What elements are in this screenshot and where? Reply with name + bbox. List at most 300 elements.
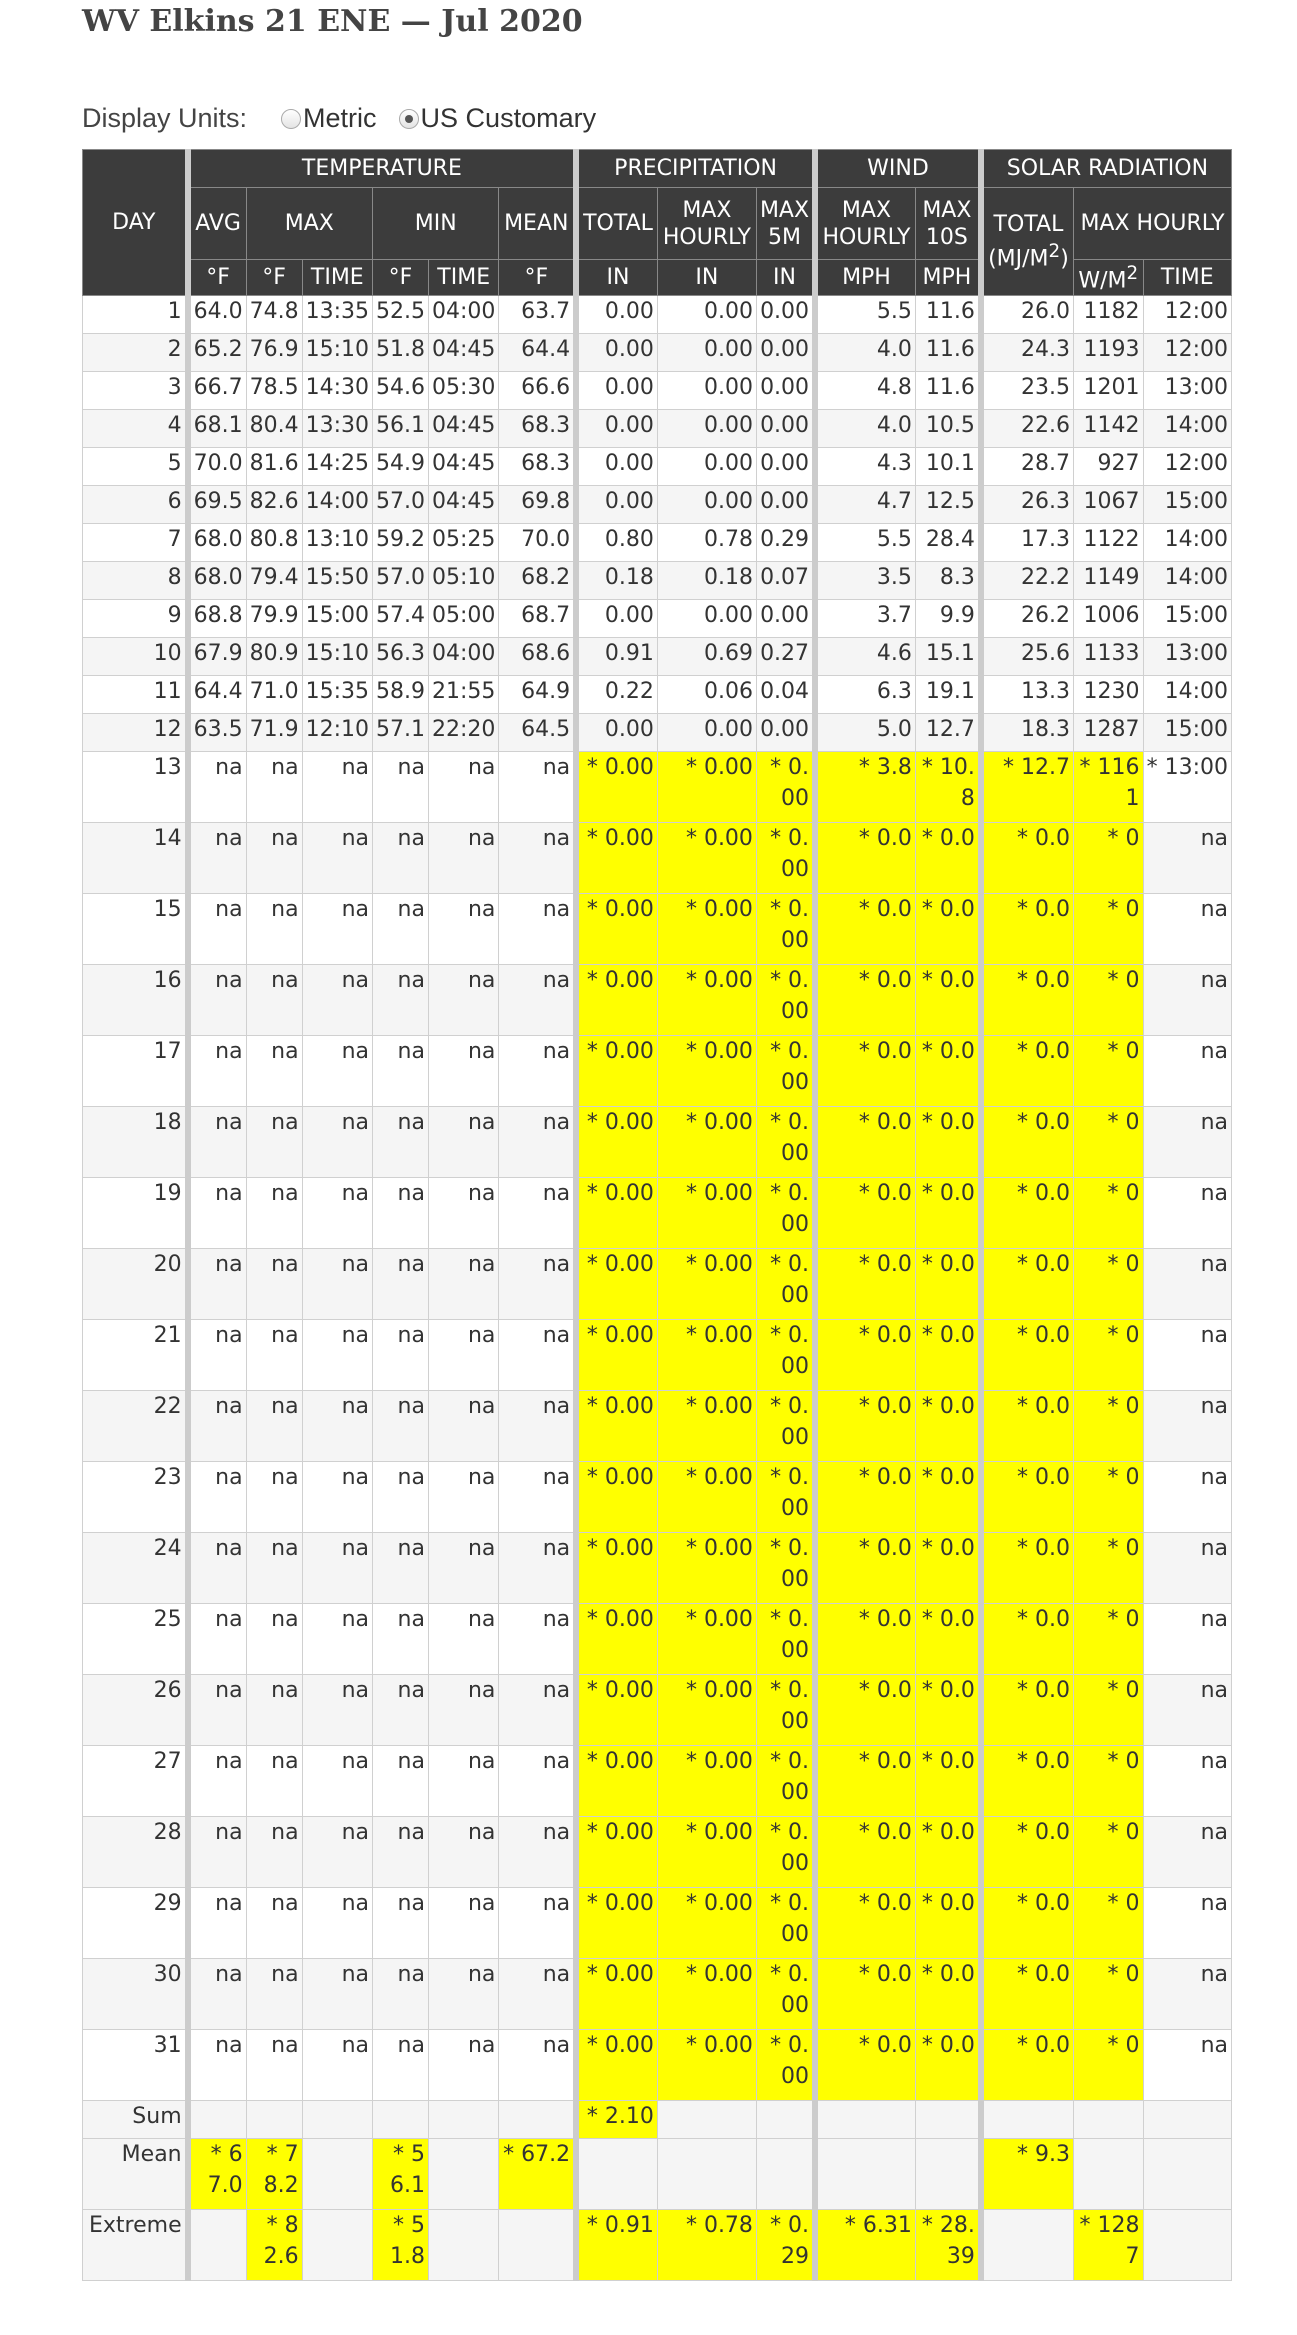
cell-precip-max-hourly: 0.00 xyxy=(657,448,756,486)
cell-wind-max-hourly: 5.5 xyxy=(815,296,915,334)
min-header: MIN xyxy=(373,188,499,260)
cell-wind-max-hourly: * 6.31 xyxy=(815,2210,915,2281)
cell-day: Mean xyxy=(83,2139,188,2210)
cell-avg: na xyxy=(188,1533,246,1604)
cell-solar-time: na xyxy=(1143,1107,1232,1178)
cell-mean xyxy=(499,2101,576,2139)
precipitation-group-header: PRECIPITATION xyxy=(576,150,815,188)
cell-precip-max-hourly: * 0.00 xyxy=(657,1320,756,1391)
cell-solar-time: na xyxy=(1143,1888,1232,1959)
cell-max: na xyxy=(246,1178,302,1249)
cell-precip-max-5m: * 0.00 xyxy=(756,2030,815,2101)
cell-precip-total: 0.00 xyxy=(576,600,657,638)
table-row xyxy=(83,562,1232,600)
cell-max: na xyxy=(246,894,302,965)
cell-wind-max-hourly: * 0.0 xyxy=(815,823,915,894)
table-row xyxy=(83,1888,1232,1959)
max-header: MAX xyxy=(246,188,372,260)
cell-solar-time: 14:00 xyxy=(1143,562,1232,600)
cell-solar-max-hourly: * 0 xyxy=(1074,1107,1143,1178)
cell-precip-max-hourly: 0.06 xyxy=(657,676,756,714)
cell-avg: na xyxy=(188,894,246,965)
cell-precip-max-hourly: 0.18 xyxy=(657,562,756,600)
cell-wind-max-10s: * 0.0 xyxy=(915,1817,980,1888)
cell-solar-time: na xyxy=(1143,823,1232,894)
cell-wind-max-hourly: * 0.0 xyxy=(815,1746,915,1817)
cell-solar-max-hourly: 1230 xyxy=(1074,676,1143,714)
cell-solar-time: na xyxy=(1143,1817,1232,1888)
cell-mean: na xyxy=(499,965,576,1036)
cell-avg: 64.0 xyxy=(188,296,246,334)
cell-max-time: 13:10 xyxy=(302,524,372,562)
table-row xyxy=(83,1817,1232,1888)
cell-precip-max-5m: * 0.00 xyxy=(756,1959,815,2030)
us-customary-radio-button[interactable] xyxy=(399,109,419,129)
cell-wind-max-hourly: * 0.0 xyxy=(815,1533,915,1604)
cell-wind-max-10s: * 0.0 xyxy=(915,1888,980,1959)
cell-min-time xyxy=(428,2139,498,2210)
cell-wind-max-hourly: * 0.0 xyxy=(815,1604,915,1675)
cell-mean: na xyxy=(499,1533,576,1604)
cell-solar-total: * 0.0 xyxy=(981,1604,1074,1675)
solar-total-header xyxy=(981,188,1074,296)
cell-wind-max-10s: * 0.0 xyxy=(915,1604,980,1675)
cell-day: 14 xyxy=(83,823,188,894)
cell-precip-max-5m: 0.00 xyxy=(756,334,815,372)
cell-min-time: na xyxy=(428,1178,498,1249)
cell-mean: na xyxy=(499,2030,576,2101)
cell-wind-max-hourly: 5.5 xyxy=(815,524,915,562)
cell-precip-max-hourly: * 0.00 xyxy=(657,965,756,1036)
cell-min-time: 05:00 xyxy=(428,600,498,638)
cell-max-time: na xyxy=(302,1178,372,1249)
cell-precip-total: * 0.00 xyxy=(576,1249,657,1320)
cell-min-time: 04:45 xyxy=(428,448,498,486)
cell-min-time xyxy=(428,2210,498,2281)
summary-row xyxy=(83,2210,1232,2281)
cell-mean: 64.4 xyxy=(499,334,576,372)
table-row xyxy=(83,823,1232,894)
cell-mean: 70.0 xyxy=(499,524,576,562)
cell-min-time: 04:00 xyxy=(428,638,498,676)
cell-solar-time: 12:00 xyxy=(1143,296,1232,334)
cell-solar-time: na xyxy=(1143,965,1232,1036)
unit-wind-10s-mph: MPH xyxy=(915,260,980,296)
cell-solar-total: 17.3 xyxy=(981,524,1074,562)
cell-day: Extreme xyxy=(83,2210,188,2281)
cell-solar-max-hourly: * 0 xyxy=(1074,965,1143,1036)
cell-max: 71.9 xyxy=(246,714,302,752)
cell-precip-max-5m: 0.00 xyxy=(756,410,815,448)
cell-precip-max-5m: * 0.00 xyxy=(756,1249,815,1320)
cell-solar-total: * 0.0 xyxy=(981,1675,1074,1746)
cell-avg: 68.1 xyxy=(188,410,246,448)
cell-wind-max-hourly: * 0.0 xyxy=(815,894,915,965)
cell-precip-total: * 0.00 xyxy=(576,1675,657,1746)
cell-max: na xyxy=(246,965,302,1036)
cell-wind-max-hourly xyxy=(815,2139,915,2210)
cell-solar-total: 13.3 xyxy=(981,676,1074,714)
cell-solar-time: na xyxy=(1143,1959,1232,2030)
cell-min: 54.9 xyxy=(373,448,429,486)
cell-precip-total: * 0.00 xyxy=(576,1888,657,1959)
cell-precip-max-5m: * 0.00 xyxy=(756,965,815,1036)
cell-wind-max-hourly: 5.0 xyxy=(815,714,915,752)
solar-total-end: ) xyxy=(1060,246,1069,272)
cell-solar-total: * 12.7 xyxy=(981,752,1074,823)
cell-max: na xyxy=(246,1320,302,1391)
cell-max-time: na xyxy=(302,823,372,894)
table-row xyxy=(83,1036,1232,1107)
cell-max-time: 14:30 xyxy=(302,372,372,410)
cell-avg: na xyxy=(188,1178,246,1249)
cell-solar-time: na xyxy=(1143,1320,1232,1391)
unit-wind-hourly-mph: MPH xyxy=(815,260,915,296)
cell-precip-total: * 0.00 xyxy=(576,1462,657,1533)
cell-precip-max-5m: 0.00 xyxy=(756,372,815,410)
cell-solar-time: na xyxy=(1143,2030,1232,2101)
cell-max: na xyxy=(246,752,302,823)
cell-min: na xyxy=(373,1675,429,1746)
cell-solar-time: na xyxy=(1143,1249,1232,1320)
cell-min-time: na xyxy=(428,1959,498,2030)
cell-wind-max-hourly: 3.5 xyxy=(815,562,915,600)
cell-mean: 63.7 xyxy=(499,296,576,334)
cell-min: na xyxy=(373,1604,429,1675)
precip-max-hourly-header: MAX HOURLY xyxy=(657,188,756,260)
cell-wind-max-10s: 12.5 xyxy=(915,486,980,524)
cell-max-time: na xyxy=(302,1320,372,1391)
cell-mean: 64.5 xyxy=(499,714,576,752)
cell-precip-max-hourly: * 0.00 xyxy=(657,1604,756,1675)
cell-precip-max-5m: 0.04 xyxy=(756,676,815,714)
cell-solar-total: * 0.0 xyxy=(981,1746,1074,1817)
cell-avg: na xyxy=(188,1320,246,1391)
cell-avg: 69.5 xyxy=(188,486,246,524)
cell-day: 28 xyxy=(83,1817,188,1888)
cell-solar-time xyxy=(1143,2101,1232,2139)
cell-avg: 68.8 xyxy=(188,600,246,638)
cell-solar-total: * 0.0 xyxy=(981,1391,1074,1462)
cell-min: na xyxy=(373,965,429,1036)
cell-mean: 69.8 xyxy=(499,486,576,524)
cell-solar-total: * 0.0 xyxy=(981,1462,1074,1533)
cell-min-time: na xyxy=(428,1249,498,1320)
cell-max-time: na xyxy=(302,1533,372,1604)
cell-max: * 78.2 xyxy=(246,2139,302,2210)
cell-precip-max-hourly: * 0.00 xyxy=(657,1462,756,1533)
cell-max-time: na xyxy=(302,1604,372,1675)
table-row xyxy=(83,752,1232,823)
cell-min-time: na xyxy=(428,1107,498,1178)
cell-wind-max-hourly: 4.0 xyxy=(815,334,915,372)
cell-precip-max-hourly: * 0.00 xyxy=(657,1249,756,1320)
cell-precip-total: * 0.00 xyxy=(576,1533,657,1604)
cell-max: 74.8 xyxy=(246,296,302,334)
cell-solar-total: * 0.0 xyxy=(981,1036,1074,1107)
table-row xyxy=(83,1959,1232,2030)
table-row xyxy=(83,410,1232,448)
cell-solar-time: 12:00 xyxy=(1143,334,1232,372)
cell-day: 23 xyxy=(83,1462,188,1533)
cell-solar-time: na xyxy=(1143,894,1232,965)
cell-avg: * 67.0 xyxy=(188,2139,246,2210)
cell-wind-max-10s: 15.1 xyxy=(915,638,980,676)
summary-row xyxy=(83,2101,1232,2139)
cell-solar-time: na xyxy=(1143,1675,1232,1746)
cell-precip-total: * 0.00 xyxy=(576,894,657,965)
cell-min: na xyxy=(373,1107,429,1178)
cell-avg: na xyxy=(188,1462,246,1533)
cell-wind-max-10s: * 0.0 xyxy=(915,1959,980,2030)
cell-solar-max-hourly: * 0 xyxy=(1074,1462,1143,1533)
unit-max-hourly-in: IN xyxy=(657,260,756,296)
cell-solar-max-hourly: 1193 xyxy=(1074,334,1143,372)
cell-min: 57.0 xyxy=(373,562,429,600)
cell-solar-total: * 0.0 xyxy=(981,1249,1074,1320)
cell-precip-total: * 0.00 xyxy=(576,1036,657,1107)
cell-avg: na xyxy=(188,1888,246,1959)
cell-wind-max-hourly xyxy=(815,2101,915,2139)
cell-min: 52.5 xyxy=(373,296,429,334)
cell-day: 17 xyxy=(83,1036,188,1107)
cell-max xyxy=(246,2101,302,2139)
cell-avg: 68.0 xyxy=(188,562,246,600)
cell-day: 12 xyxy=(83,714,188,752)
cell-day: 2 xyxy=(83,334,188,372)
table-row xyxy=(83,714,1232,752)
unit-solar-wm2-text: W/M xyxy=(1078,268,1127,294)
cell-max: 71.0 xyxy=(246,676,302,714)
cell-wind-max-hourly: * 0.0 xyxy=(815,1178,915,1249)
cell-max: 80.4 xyxy=(246,410,302,448)
table-row xyxy=(83,1746,1232,1817)
cell-precip-max-hourly: * 0.00 xyxy=(657,1888,756,1959)
cell-day: 22 xyxy=(83,1391,188,1462)
cell-precip-max-hourly: * 0.78 xyxy=(657,2210,756,2281)
cell-precip-max-hourly: * 0.00 xyxy=(657,1675,756,1746)
cell-wind-max-10s: 11.6 xyxy=(915,372,980,410)
cell-avg: na xyxy=(188,1604,246,1675)
cell-wind-max-10s: 12.7 xyxy=(915,714,980,752)
cell-precip-total: 0.00 xyxy=(576,448,657,486)
cell-precip-total: * 0.00 xyxy=(576,1178,657,1249)
table-row xyxy=(83,2030,1232,2101)
cell-mean: na xyxy=(499,894,576,965)
cell-wind-max-hourly: * 0.0 xyxy=(815,1959,915,2030)
cell-min: na xyxy=(373,1178,429,1249)
cell-max-time: na xyxy=(302,1249,372,1320)
cell-min-time: 22:20 xyxy=(428,714,498,752)
cell-solar-total: 24.3 xyxy=(981,334,1074,372)
cell-precip-max-5m: * 0.00 xyxy=(756,752,815,823)
cell-max: 79.9 xyxy=(246,600,302,638)
cell-max-time: 15:10 xyxy=(302,334,372,372)
cell-solar-max-hourly: 1133 xyxy=(1074,638,1143,676)
cell-wind-max-10s: * 0.0 xyxy=(915,965,980,1036)
cell-wind-max-10s: * 0.0 xyxy=(915,1178,980,1249)
cell-day: 31 xyxy=(83,2030,188,2101)
cell-avg: na xyxy=(188,1036,246,1107)
cell-precip-max-5m: * 0.00 xyxy=(756,1178,815,1249)
cell-min: na xyxy=(373,1959,429,2030)
cell-day: 21 xyxy=(83,1320,188,1391)
cell-avg xyxy=(188,2101,246,2139)
cell-min-time: na xyxy=(428,752,498,823)
us-customary-radio[interactable] xyxy=(399,103,597,134)
unit-max-f: °F xyxy=(246,260,302,296)
cell-min-time: na xyxy=(428,894,498,965)
cell-solar-time: na xyxy=(1143,1462,1232,1533)
cell-wind-max-10s: * 0.0 xyxy=(915,1462,980,1533)
cell-min: na xyxy=(373,1888,429,1959)
cell-solar-total: * 0.0 xyxy=(981,894,1074,965)
unit-mean-f: °F xyxy=(499,260,576,296)
cell-precip-total: 0.00 xyxy=(576,714,657,752)
cell-precip-total: 0.80 xyxy=(576,524,657,562)
cell-min-time: na xyxy=(428,823,498,894)
cell-precip-total: * 0.00 xyxy=(576,1746,657,1817)
metric-radio[interactable] xyxy=(281,103,377,134)
cell-max-time: na xyxy=(302,1036,372,1107)
table-row xyxy=(83,638,1232,676)
metric-radio-button[interactable] xyxy=(281,109,301,129)
table-row xyxy=(83,372,1232,410)
cell-solar-max-hourly: * 0 xyxy=(1074,1959,1143,2030)
cell-wind-max-10s: * 0.0 xyxy=(915,1320,980,1391)
cell-wind-max-hourly: * 0.0 xyxy=(815,1888,915,1959)
cell-solar-time: 14:00 xyxy=(1143,410,1232,448)
cell-day: 6 xyxy=(83,486,188,524)
cell-min: 54.6 xyxy=(373,372,429,410)
cell-precip-max-5m: 0.00 xyxy=(756,600,815,638)
cell-day: 19 xyxy=(83,1178,188,1249)
cell-solar-total: 22.2 xyxy=(981,562,1074,600)
cell-solar-max-hourly xyxy=(1074,2139,1143,2210)
cell-max-time: na xyxy=(302,1107,372,1178)
cell-min-time: na xyxy=(428,1462,498,1533)
cell-solar-max-hourly: * 1161 xyxy=(1074,752,1143,823)
cell-min-time: na xyxy=(428,965,498,1036)
cell-avg: na xyxy=(188,752,246,823)
cell-solar-max-hourly: * 0 xyxy=(1074,823,1143,894)
solar-total-text: TOTAL (MJ/M xyxy=(988,211,1064,272)
cell-precip-total: * 2.10 xyxy=(576,2101,657,2139)
cell-wind-max-hourly: 3.7 xyxy=(815,600,915,638)
cell-wind-max-hourly: * 0.0 xyxy=(815,1107,915,1178)
cell-wind-max-10s: 11.6 xyxy=(915,296,980,334)
cell-precip-total xyxy=(576,2139,657,2210)
cell-min-time: 05:30 xyxy=(428,372,498,410)
cell-day: 29 xyxy=(83,1888,188,1959)
cell-max-time: na xyxy=(302,965,372,1036)
cell-min-time: na xyxy=(428,1888,498,1959)
cell-max-time: na xyxy=(302,1959,372,2030)
cell-wind-max-hourly: * 0.0 xyxy=(815,2030,915,2101)
cell-min: na xyxy=(373,894,429,965)
cell-precip-max-hourly: * 0.00 xyxy=(657,1391,756,1462)
table-row xyxy=(83,296,1232,334)
cell-precip-total: 0.22 xyxy=(576,676,657,714)
cell-mean: 68.3 xyxy=(499,448,576,486)
cell-max: na xyxy=(246,1888,302,1959)
cell-mean: na xyxy=(499,1675,576,1746)
cell-precip-max-5m: 0.00 xyxy=(756,486,815,524)
cell-min: na xyxy=(373,752,429,823)
cell-precip-max-hourly xyxy=(657,2101,756,2139)
cell-wind-max-10s: 10.5 xyxy=(915,410,980,448)
cell-avg: na xyxy=(188,2030,246,2101)
table-row xyxy=(83,1249,1232,1320)
cell-precip-max-hourly: * 0.00 xyxy=(657,1817,756,1888)
cell-max-time xyxy=(302,2210,372,2281)
cell-min: 51.8 xyxy=(373,334,429,372)
cell-mean: 68.2 xyxy=(499,562,576,600)
cell-day: 10 xyxy=(83,638,188,676)
cell-solar-total xyxy=(981,2210,1074,2281)
cell-solar-total: 28.7 xyxy=(981,448,1074,486)
cell-wind-max-hourly: 6.3 xyxy=(815,676,915,714)
cell-precip-max-5m: * 0.00 xyxy=(756,894,815,965)
cell-day: 5 xyxy=(83,448,188,486)
cell-wind-max-10s: * 10.8 xyxy=(915,752,980,823)
cell-solar-time: 15:00 xyxy=(1143,486,1232,524)
cell-precip-max-5m xyxy=(756,2101,815,2139)
cell-precip-total: * 0.00 xyxy=(576,2030,657,2101)
cell-solar-max-hourly: 1201 xyxy=(1074,372,1143,410)
wind-max-hourly-header: MAX HOURLY xyxy=(815,188,915,260)
cell-solar-time: na xyxy=(1143,1036,1232,1107)
cell-solar-time: na xyxy=(1143,1391,1232,1462)
table-row xyxy=(83,600,1232,638)
cell-precip-total: * 0.00 xyxy=(576,1107,657,1178)
cell-precip-max-5m: 0.00 xyxy=(756,296,815,334)
cell-wind-max-10s xyxy=(915,2139,980,2210)
cell-avg: na xyxy=(188,823,246,894)
cell-precip-max-hourly: * 0.00 xyxy=(657,2030,756,2101)
cell-solar-time: 14:00 xyxy=(1143,676,1232,714)
cell-precip-max-hourly: 0.00 xyxy=(657,372,756,410)
cell-precip-max-hourly: 0.00 xyxy=(657,486,756,524)
table-row xyxy=(83,1178,1232,1249)
cell-wind-max-hourly: * 0.0 xyxy=(815,1249,915,1320)
cell-max: na xyxy=(246,1959,302,2030)
table-header xyxy=(83,150,1232,296)
cell-precip-total: * 0.00 xyxy=(576,1817,657,1888)
cell-precip-total: * 0.00 xyxy=(576,1320,657,1391)
cell-wind-max-hourly: * 3.8 xyxy=(815,752,915,823)
us-customary-radio-label: US Customary xyxy=(420,103,597,133)
cell-max: * 82.6 xyxy=(246,2210,302,2281)
cell-solar-max-hourly: * 0 xyxy=(1074,1746,1143,1817)
cell-min: na xyxy=(373,1533,429,1604)
cell-max: na xyxy=(246,1817,302,1888)
cell-wind-max-10s: * 0.0 xyxy=(915,1391,980,1462)
cell-precip-max-hourly: * 0.00 xyxy=(657,1178,756,1249)
table-row xyxy=(83,894,1232,965)
cell-min: * 56.1 xyxy=(373,2139,429,2210)
cell-solar-max-hourly: * 1287 xyxy=(1074,2210,1143,2281)
cell-solar-total: * 0.0 xyxy=(981,1107,1074,1178)
wind-group-header: WIND xyxy=(815,150,981,188)
cell-solar-total: * 0.0 xyxy=(981,823,1074,894)
cell-max: na xyxy=(246,2030,302,2101)
cell-min: na xyxy=(373,1036,429,1107)
cell-solar-max-hourly: * 0 xyxy=(1074,1533,1143,1604)
cell-max: 79.4 xyxy=(246,562,302,600)
cell-min-time: na xyxy=(428,1036,498,1107)
cell-solar-max-hourly xyxy=(1074,2101,1143,2139)
